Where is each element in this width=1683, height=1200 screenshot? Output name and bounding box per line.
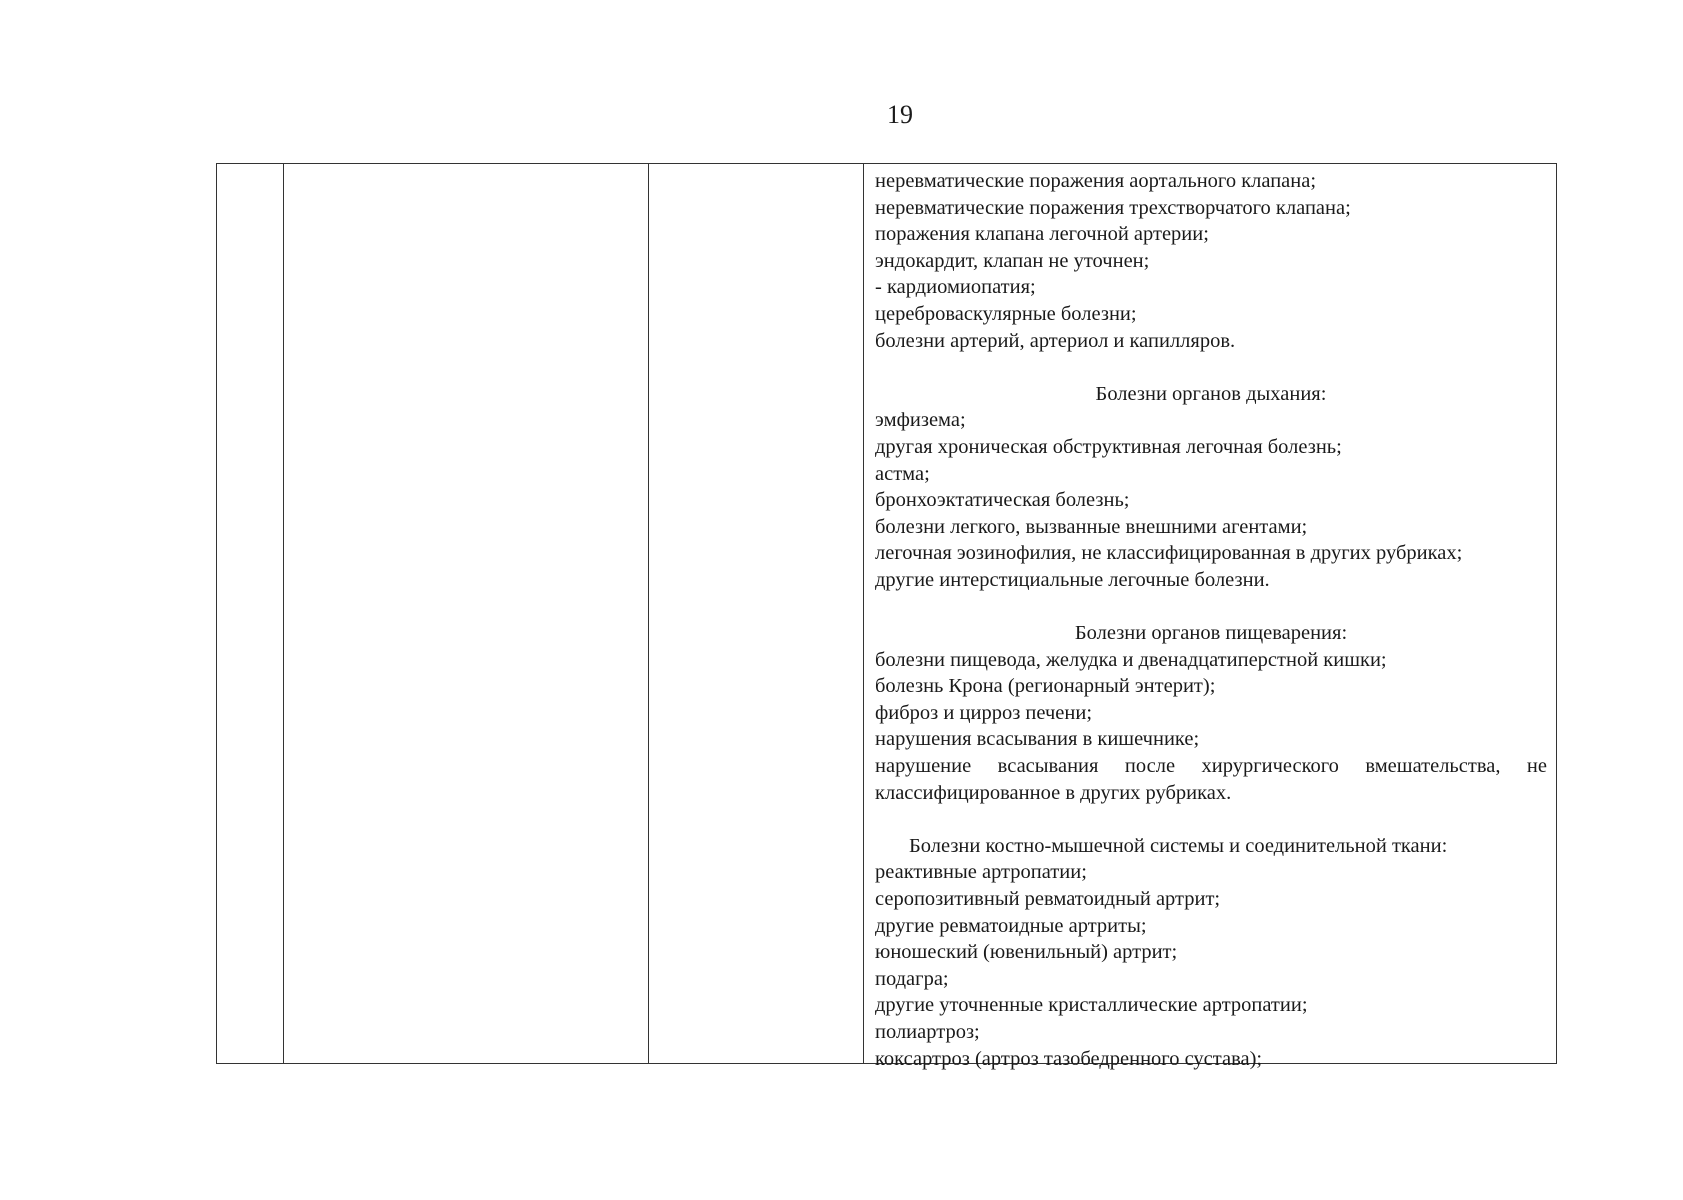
list-item: другая хроническая обструктивная легочная болезнь; <box>875 435 1342 458</box>
list-item: эмфизема; <box>875 409 966 432</box>
list-item: юношеский (ювенильный) артрит; <box>875 941 1178 964</box>
list-item: бронхоэктатическая болезнь; <box>875 489 1130 512</box>
column-divider-2 <box>648 164 649 1063</box>
list-item: другие уточненные кристаллические артропатии; <box>875 994 1308 1017</box>
column-divider-1 <box>283 164 284 1063</box>
list-item: цереброваскулярные болезни; <box>875 302 1137 325</box>
page-number: 19 <box>887 100 913 129</box>
list-item: серопозитивный ревматоидный артрит; <box>875 888 1221 911</box>
list-item: коксартроз (артроз тазобедренного сустава); <box>875 1047 1263 1070</box>
list-item: болезни легкого, вызванные внешними агентами; <box>875 515 1308 538</box>
list-item: эндокардит, клапан не уточнен; <box>875 249 1150 272</box>
list-item: болезнь Крона (регионарный энтерит); <box>875 675 1216 698</box>
list-item: неревматические поражения аортального клапана; <box>875 170 1317 192</box>
document-table <box>216 163 1557 1070</box>
list-item: реактивные артропатии; <box>875 861 1087 884</box>
section-heading-musculoskeletal: Болезни костно-мышечной системы и соединительной ткани: <box>909 834 1448 857</box>
list-item-long-line1: нарушение всасывания после хирургического вмешательства, не <box>875 755 1547 778</box>
list-item: астма; <box>875 462 930 485</box>
list-item: легочная эозинофилия, не классифицированная в других рубриках; <box>875 542 1463 565</box>
list-item: болезни артерий, артериол и капилляров. <box>875 329 1236 352</box>
list-item: болезни пищевода, желудка и двенадцатиперстной кишки; <box>875 648 1387 671</box>
list-item: другие интерстициальные легочные болезни. <box>875 568 1270 591</box>
list-item: подагра; <box>875 967 949 990</box>
list-item: неревматические поражения трехстворчатого клапана; <box>875 196 1351 219</box>
list-item-long-line2: классифицированное в других рубриках. <box>875 781 1232 804</box>
list-item: другие ревматоидные артриты; <box>875 914 1147 937</box>
disease-list-cell <box>875 168 1547 1072</box>
column-divider-3 <box>863 164 864 1063</box>
list-item: полиартроз; <box>875 1021 980 1043</box>
list-item: - кардиомиопатия; <box>875 276 1036 299</box>
list-item: нарушения всасывания в кишечнике; <box>875 728 1200 751</box>
section-heading-digestive: Болезни органов пищеварения: <box>1074 622 1348 645</box>
section-heading-respiratory: Болезни органов дыхания: <box>1095 382 1327 405</box>
list-item: поражения клапана легочной артерии; <box>875 223 1209 246</box>
list-item: фиброз и цирроз печени; <box>875 701 1093 724</box>
